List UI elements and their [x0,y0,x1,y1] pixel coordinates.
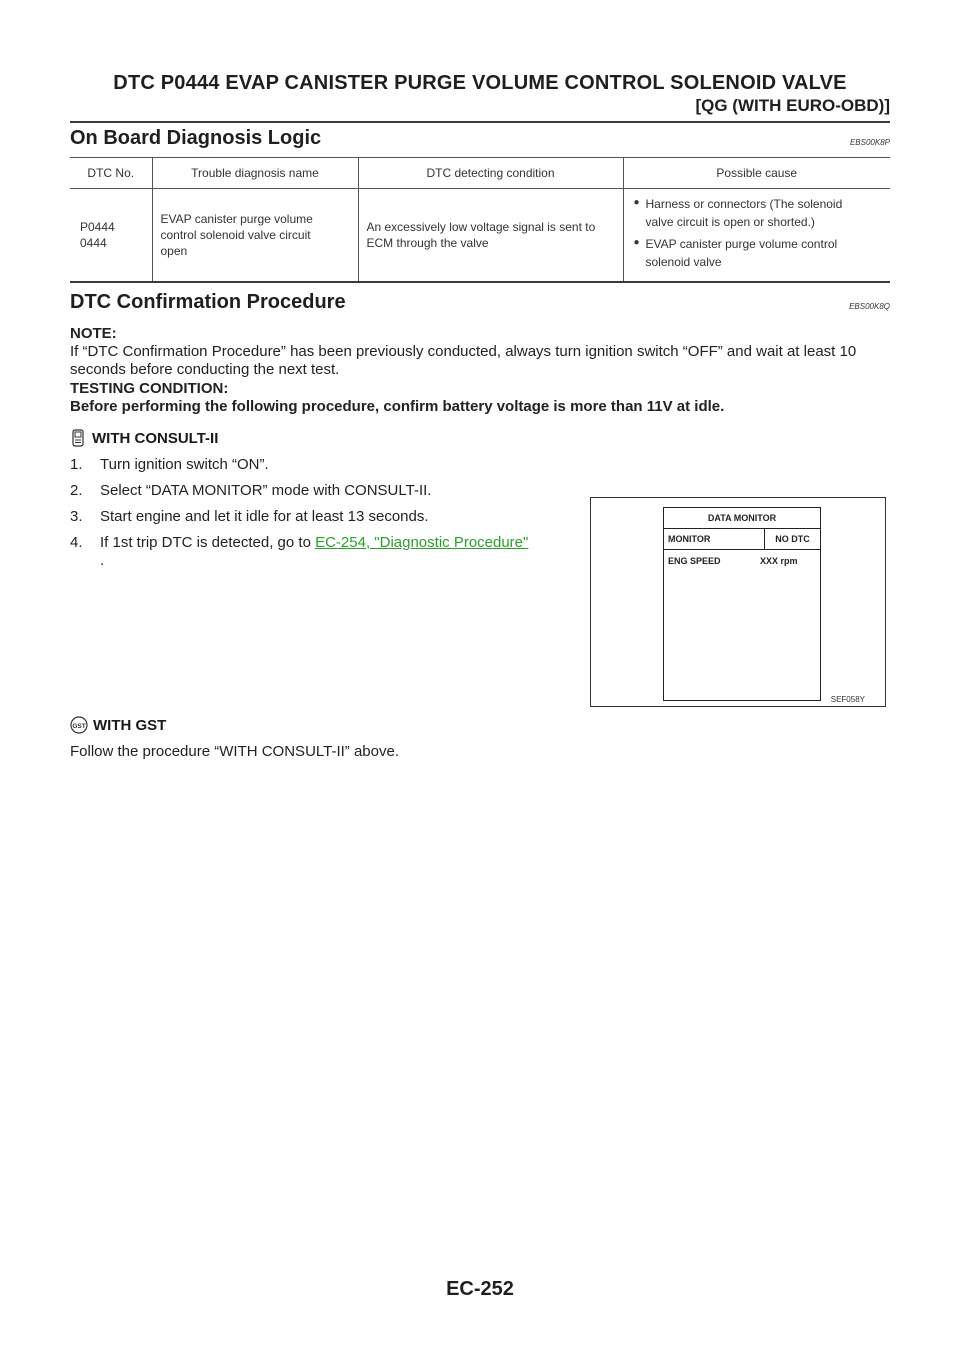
step-text: Turn ignition switch “ON”. [100,456,269,473]
data-monitor-figure [590,497,886,707]
consult-icon [70,429,86,447]
list-item [634,195,871,231]
gst-heading-text: WITH GST [93,716,167,734]
step-number: 2. [70,482,83,499]
step-trailing-period: . [100,552,105,569]
bullet-icon: ● [633,237,640,248]
header-detecting-condition: DTC detecting condition [358,158,623,189]
page-number: EC-252 [446,1278,514,1300]
step-number: 3. [70,508,83,525]
step-number: 1. [70,456,83,473]
cell-dtc-no [70,189,152,283]
screen-value: XXX rpm [760,556,798,566]
testing-condition-label: TESTING CONDITION: [70,380,229,397]
list-item [70,482,431,500]
screen-header-row [664,529,820,550]
dtc-code: P0444 [80,220,115,234]
figure-code: SEF058Y [830,695,865,704]
gst-text: Follow the procedure “WITH CONSULT-II” above. [70,743,399,760]
consult-heading [70,429,218,447]
cell-possible-cause [623,189,890,283]
cell-detecting-condition: An excessively low voltage signal is sent to ECM through the valve [358,189,623,283]
cause-text: EVAP canister purge volume control solenoid valve [645,237,838,269]
screen-item-eng-speed: ENG SPEED [668,556,721,566]
table-row [70,189,890,283]
screen-col-no-dtc: NO DTC [775,534,810,544]
list-item [70,534,528,552]
testing-condition-text: Before performing the following procedure, confirm battery voltage is more than 11V at idle. [70,398,725,415]
step-text: Select “DATA MONITOR” mode with CONSULT-II. [100,482,432,499]
screen-data-row [664,550,820,572]
cause-text: Harness or connectors (The solenoid valve circuit is open or shorted.) [645,197,843,229]
header-dtc-no: DTC No. [70,158,152,189]
bullet-icon: ● [633,197,640,208]
list-item [634,235,871,271]
step-text: If 1st trip DTC is detected, go to [100,534,316,551]
diagnostic-procedure-link[interactable]: EC-254, "Diagnostic Procedure" [315,534,529,551]
list-item [70,508,429,526]
list-item [70,456,269,474]
gst-heading [70,716,166,734]
step-number: 4. [70,534,83,551]
note-text: If “DTC Confirmation Procedure” has been previously conducted, always turn ignition switch “OFF” and wait at least 10 seconds before conducting the next test. [70,343,857,378]
section-title-on-board-diagnosis: On Board Diagnosis Logic [70,127,322,149]
document-subtitle: [QG (WITH EURO-OBD)] [695,96,890,115]
section-ref-code: EBS00K8P [849,138,890,147]
screen-col-monitor: MONITOR [664,529,765,549]
dtc-table-header-row [70,158,890,189]
header-trouble-diagnosis-name: Trouble diagnosis name [152,158,358,189]
section-ref-code: EBS00K8Q [849,302,890,311]
consult-heading-text: WITH CONSULT-II [92,429,219,447]
gst-icon [70,716,88,734]
section-title-dtc-confirmation: DTC Confirmation Procedure [70,291,346,313]
header-rule [70,121,890,123]
screen-title: DATA MONITOR [664,508,820,529]
consult-screen [663,507,821,701]
gst-icon-label: GST [72,723,86,730]
document-title: DTC P0444 EVAP CANISTER PURGE VOLUME CONTROL SOLENOID VALVE [113,72,847,94]
header-possible-cause: Possible cause [623,158,890,189]
step-text: Start engine and let it idle for at least 13 seconds. [100,508,429,525]
dtc-code-alt: 0444 [80,236,107,250]
dtc-table [70,157,890,283]
cell-diagnosis-name: EVAP canister purge volume control solenoid valve circuit open [152,189,358,283]
note-label: NOTE: [70,325,117,342]
